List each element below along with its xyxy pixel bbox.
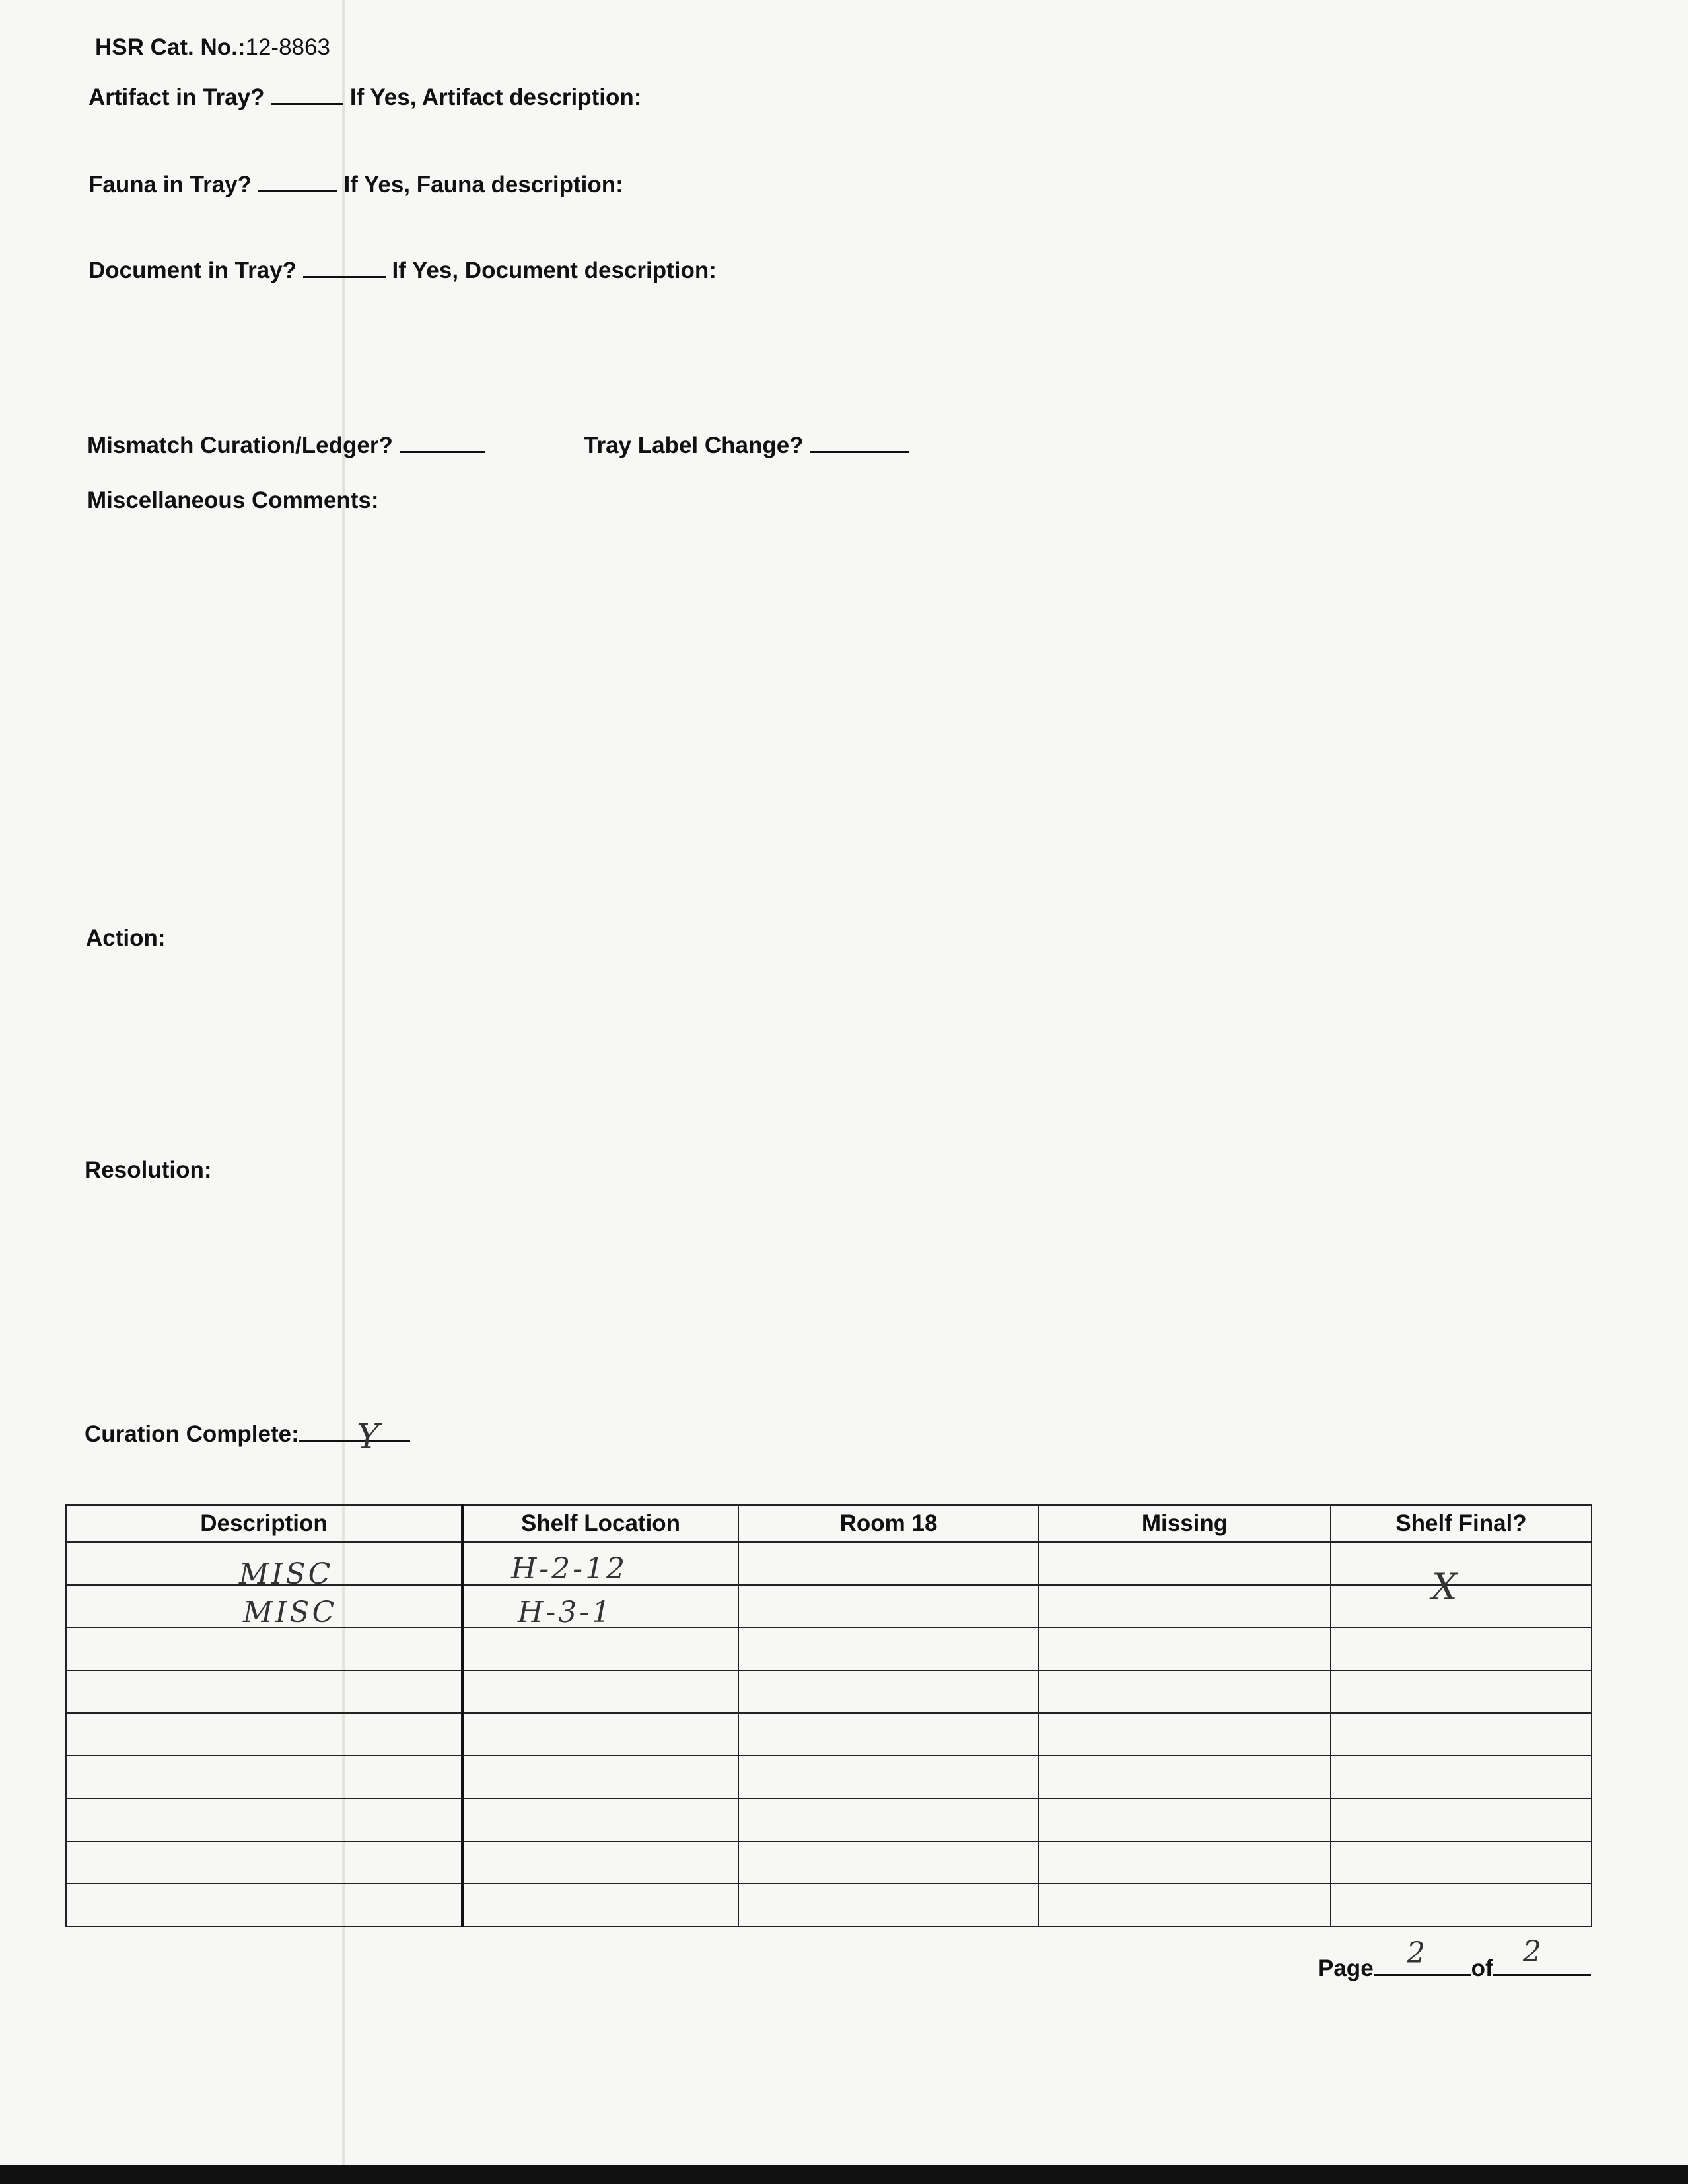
curation-complete-label: Curation Complete:: [85, 1421, 299, 1447]
handwritten-page-value: 2: [1407, 1936, 1428, 1970]
document-description-label: If Yes, Document description:: [392, 258, 717, 283]
handwritten-shelf-location-2: H-3-1: [518, 1596, 614, 1629]
scan-edge-bar: [0, 2165, 1688, 2184]
cell-missing[interactable]: [1039, 1798, 1331, 1841]
cell-description[interactable]: [66, 1713, 462, 1756]
handwritten-shelf-final-1: X: [1432, 1566, 1460, 1607]
table-row: [66, 1670, 1592, 1713]
cell-shelf-location[interactable]: [462, 1627, 738, 1670]
cell-description[interactable]: [66, 1670, 462, 1713]
cell-shelf-final[interactable]: [1331, 1670, 1592, 1713]
col-header-shelf-final: Shelf Final?: [1331, 1505, 1592, 1542]
cell-description[interactable]: [66, 1798, 462, 1841]
table-header-row: [66, 1505, 1592, 1542]
table-row: [66, 1841, 1592, 1884]
resolution-label: Resolution:: [85, 1157, 212, 1183]
page-label: Page: [1318, 1955, 1374, 1981]
cell-room-18[interactable]: [738, 1670, 1039, 1713]
artifact-answer-field[interactable]: [271, 85, 343, 105]
table-row: [66, 1755, 1592, 1798]
action-label: Action:: [86, 925, 166, 951]
cell-shelf-location[interactable]: [462, 1841, 738, 1884]
cell-shelf-location[interactable]: [462, 1798, 738, 1841]
cell-room-18[interactable]: [738, 1585, 1039, 1628]
cell-room-18[interactable]: [738, 1884, 1039, 1926]
tray-label-question: Tray Label Change?: [584, 433, 804, 458]
cell-shelf-final[interactable]: [1331, 1627, 1592, 1670]
cell-room-18[interactable]: [738, 1755, 1039, 1798]
document-question: Document in Tray?: [88, 258, 297, 283]
cell-shelf-final[interactable]: [1331, 1585, 1592, 1628]
col-header-missing: Missing: [1039, 1505, 1331, 1542]
mismatch-question: Mismatch Curation/Ledger?: [87, 433, 393, 458]
cell-room-18[interactable]: [738, 1798, 1039, 1841]
cell-missing[interactable]: [1039, 1755, 1331, 1798]
fauna-question: Fauna in Tray?: [88, 172, 252, 197]
fauna-answer-field[interactable]: [258, 172, 337, 192]
cell-description[interactable]: [66, 1884, 462, 1926]
table-row: [66, 1884, 1592, 1926]
cell-description[interactable]: [66, 1841, 462, 1884]
cell-shelf-location[interactable]: [462, 1713, 738, 1756]
cell-shelf-location[interactable]: [462, 1755, 738, 1798]
cell-missing[interactable]: [1039, 1585, 1331, 1628]
catalog-number-value: 12-8863: [245, 34, 330, 60]
cell-shelf-final[interactable]: [1331, 1755, 1592, 1798]
cell-missing[interactable]: [1039, 1713, 1331, 1756]
cell-shelf-final[interactable]: [1331, 1841, 1592, 1884]
document-answer-field[interactable]: [303, 258, 386, 278]
curation-complete-field[interactable]: [299, 1421, 410, 1442]
tray-label-row: [584, 433, 909, 457]
handwritten-of-value: 2: [1523, 1935, 1544, 1969]
cell-shelf-location[interactable]: [462, 1884, 738, 1926]
cell-missing[interactable]: [1039, 1627, 1331, 1670]
handwritten-description-2: MISC: [243, 1596, 337, 1629]
col-header-description: Description: [66, 1505, 462, 1542]
table-row: [66, 1713, 1592, 1756]
cell-shelf-final[interactable]: [1331, 1884, 1592, 1926]
cell-shelf-final[interactable]: [1331, 1713, 1592, 1756]
cell-room-18[interactable]: [738, 1713, 1039, 1756]
col-header-shelf-location: Shelf Location: [462, 1505, 738, 1542]
cell-missing[interactable]: [1039, 1884, 1331, 1926]
catalog-number: [95, 36, 330, 59]
curation-complete-handwritten: Y: [357, 1417, 382, 1457]
artifact-question: Artifact in Tray?: [88, 85, 265, 110]
mismatch-answer-field[interactable]: [400, 433, 485, 453]
handwritten-shelf-location-1: H-2-12: [511, 1552, 628, 1586]
cell-shelf-final[interactable]: [1331, 1542, 1592, 1585]
page-number: [1318, 1955, 1591, 1980]
misc-comments-label: Miscellaneous Comments:: [87, 487, 379, 513]
cell-missing[interactable]: [1039, 1542, 1331, 1585]
of-label: of: [1471, 1955, 1493, 1981]
artifact-row: [88, 85, 641, 109]
fauna-description-label: If Yes, Fauna description:: [343, 172, 623, 197]
cell-shelf-final[interactable]: [1331, 1798, 1592, 1841]
document-row: [88, 258, 717, 282]
catalog-number-label: HSR Cat. No.:: [95, 34, 246, 60]
cell-room-18[interactable]: [738, 1841, 1039, 1884]
cell-missing[interactable]: [1039, 1670, 1331, 1713]
fauna-row: [88, 172, 623, 196]
col-header-room-18: Room 18: [738, 1505, 1039, 1542]
tray-label-answer-field[interactable]: [810, 433, 909, 453]
cell-room-18[interactable]: [738, 1542, 1039, 1585]
table-row: [66, 1627, 1592, 1670]
cell-shelf-location[interactable]: [462, 1670, 738, 1713]
cell-room-18[interactable]: [738, 1627, 1039, 1670]
cell-missing[interactable]: [1039, 1841, 1331, 1884]
handwritten-description-1: MISC: [239, 1557, 334, 1591]
table-row: [66, 1798, 1592, 1841]
cell-description[interactable]: [66, 1755, 462, 1798]
cell-description[interactable]: [66, 1627, 462, 1670]
mismatch-row: [87, 433, 485, 457]
artifact-description-label: If Yes, Artifact description:: [349, 85, 642, 110]
